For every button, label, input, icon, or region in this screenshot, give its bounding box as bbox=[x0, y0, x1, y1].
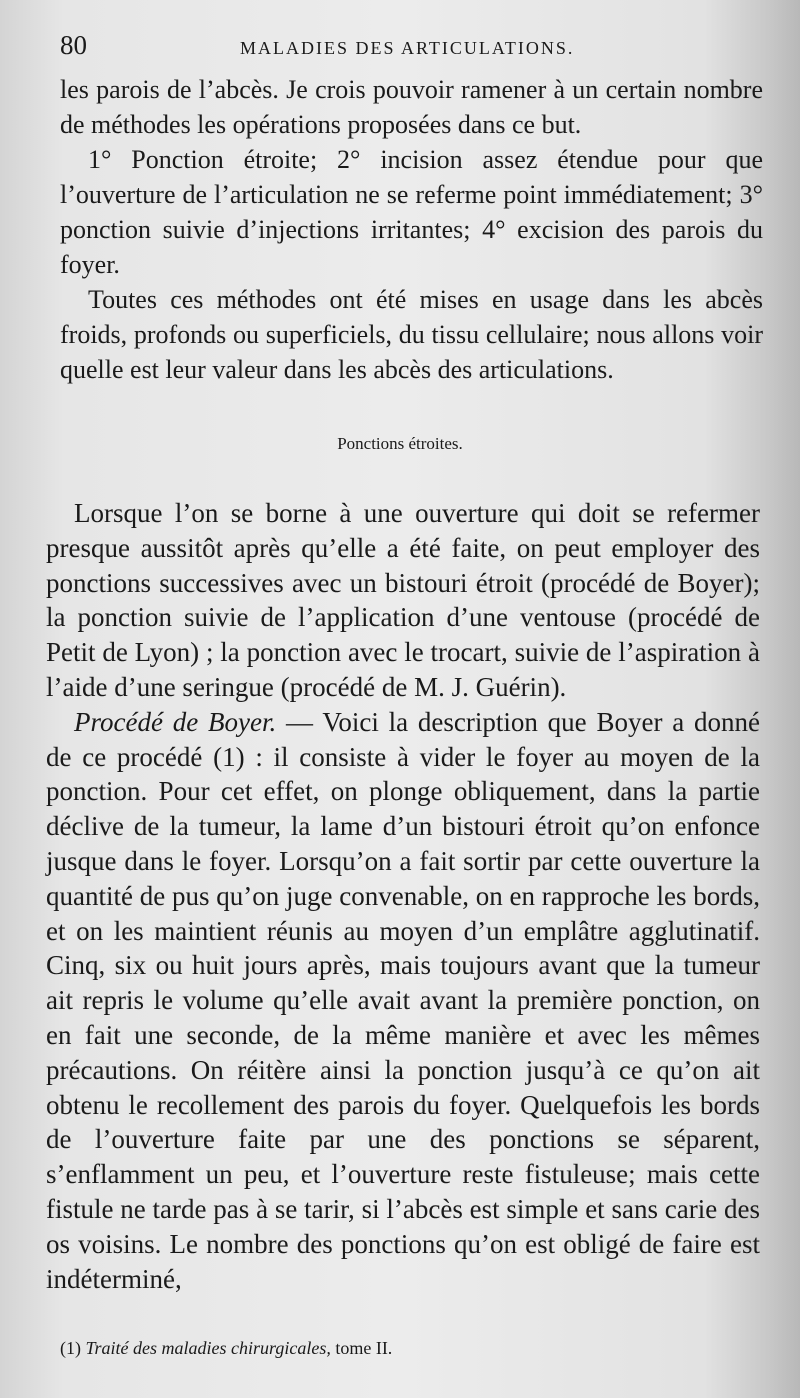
footnote bbox=[60, 1338, 760, 1359]
main-text-block bbox=[46, 496, 760, 1296]
paragraph-ponctions: Lorsque l’on se borne à une ouverture qui doit se refermer presque aussitôt après qu’elle a été faite, on peut employer des ponctions successives avec un bistouri étroit (procédé de Boyer); la ponction suivie de l’application d’une ventouse (procédé de Petit de Lyon) ; la ponction avec le trocart, suivie de l’aspiration à l’aide d’une seringue (procédé de M. J. Guérin). bbox=[46, 498, 760, 702]
paragraph-methods-usage: Toutes ces méthodes ont été mises en usage dans les abcès froids, profonds ou superficiels, du tissu cellulaire; nous allons voir quelle est leur valeur dans les abcès des articulations. bbox=[60, 285, 763, 384]
footnote-marker: (1) bbox=[60, 1338, 81, 1358]
page-number: 80 bbox=[60, 30, 87, 60]
paragraph-continuation: les parois de l’abcès. Je crois pouvoir ramener à un certain nombre de méthodes les opérations proposées dans ce but. bbox=[60, 75, 763, 139]
page-header bbox=[60, 30, 760, 66]
footnote-rest: tome II. bbox=[330, 1338, 393, 1358]
footnote-title: Traité des maladies chirurgicales, bbox=[85, 1338, 331, 1358]
running-head: MALADIES DES ARTICULATIONS. bbox=[240, 38, 575, 58]
paragraph-boyer bbox=[46, 705, 760, 1297]
section-heading: Ponctions étroites. bbox=[337, 434, 463, 453]
top-text-block bbox=[60, 72, 763, 387]
procedure-title: Procédé de Boyer. bbox=[74, 706, 277, 737]
paragraph-methods-list: 1° Ponction étroite; 2° incision assez étendue pour que l’ouverture de l’articulation ne se referme point immédiatement; 3° ponction suivie d’injections irritantes; 4° excision des parois du foyer. bbox=[60, 145, 763, 279]
procedure-description: — Voici la description que Boyer a donné de ce procédé (1) : il consiste à vider le foyer au moyen de la ponction. Pour cet effet, on plonge obliquement, dans la partie déclive de la tumeur, la lame d’un bistouri étroit qu’on enfonce jusque dans le foyer. Lorsqu’on a fait sortir par cette ouverture la quantité de pus qu’on juge convenable, on en rapproche les bords, et on les maintient réunis au moyen d’un emplâtre agglutinatif. Cinq, six ou huit jours après, mais toujours avant que la tumeur ait repris le volume qu’elle avait avant la première ponction, on en fait une seconde, de la même manière et avec les mêmes précautions. On réitère ainsi la ponction jusqu’à ce qu’on ait obtenu le recollement des parois du foyer. Quelquefois les bords de l’ouverture faite par une des ponctions se séparent, s’enflamment un peu, et l’ouverture reste fistuleuse; mais cette fistule ne tarde pas à se tarir, si l’abcès est simple et sans carie des os voisins. Le nombre des ponctions qu’on est obligé de faire est indéterminé, bbox=[46, 706, 760, 1294]
